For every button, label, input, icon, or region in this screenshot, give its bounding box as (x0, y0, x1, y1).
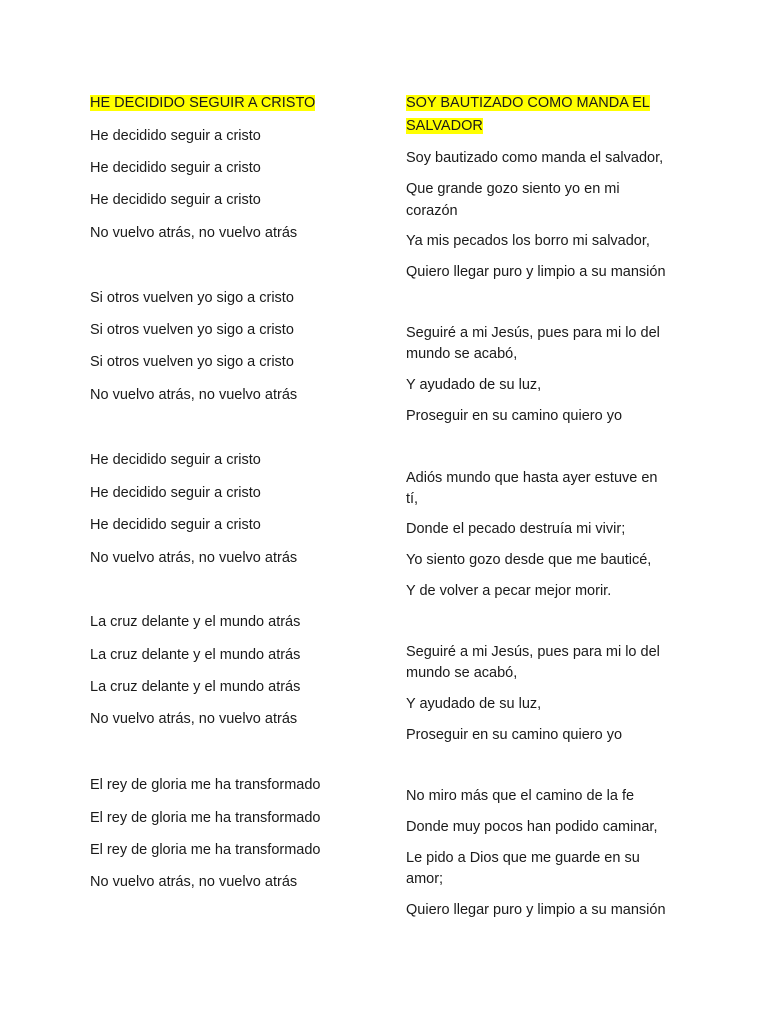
right-lyric-line: Soy bautizado como manda el salvador, (406, 150, 664, 166)
left-lyric-line: No vuelvo atrás, no vuelvo atrás (90, 550, 298, 566)
left-lyric-line: La cruz delante y el mundo atrás (90, 679, 301, 695)
left-lyric-line: No vuelvo atrás, no vuelvo atrás (90, 711, 298, 727)
left-lyric-line: He decidido seguir a cristo (90, 192, 261, 208)
right-lyric-line: Quiero llegar puro y limpio a su mansión (406, 902, 666, 918)
right-lyric-line: Y de volver a pecar mejor morir. (406, 583, 612, 599)
right-lyric-line: Y ayudado de su luz, (406, 377, 542, 393)
right-lyric-line: Que grande gozo siento yo en mi (406, 181, 620, 197)
left-lyric-line: Si otros vuelven yo sigo a cristo (90, 354, 294, 370)
right-lyric-line: corazón (406, 203, 458, 219)
right-lyric-line: Proseguir en su camino quiero yo (406, 408, 623, 424)
left-lyric-line: He decidido seguir a cristo (90, 485, 261, 501)
left-lyric-line: Si otros vuelven yo sigo a cristo (90, 322, 294, 338)
left-lyric-line: He decidido seguir a cristo (90, 128, 261, 144)
right-lyric-line: Proseguir en su camino quiero yo (406, 727, 623, 743)
left-song-title: HE DECIDIDO SEGUIR A CRISTO (90, 95, 316, 111)
left-lyric-line: La cruz delante y el mundo atrás (90, 647, 301, 663)
right-lyric-line: Seguiré a mi Jesús, pues para mi lo del (406, 325, 660, 341)
left-lyric-line: El rey de gloria me ha transformado (90, 810, 321, 826)
right-song-title-line1: SOY BAUTIZADO COMO MANDA EL (406, 95, 650, 111)
right-lyric-line: tí, (406, 491, 419, 507)
left-lyric-line: El rey de gloria me ha transformado (90, 777, 321, 793)
left-lyric-line: He decidido seguir a cristo (90, 452, 261, 468)
left-lyric-line: No vuelvo atrás, no vuelvo atrás (90, 387, 298, 403)
right-lyric-line: Y ayudado de su luz, (406, 696, 542, 712)
left-lyric-line: El rey de gloria me ha transformado (90, 842, 321, 858)
right-lyric-line: mundo se acabó, (406, 346, 518, 362)
right-lyric-line: Le pido a Dios que me guarde en su (406, 850, 640, 866)
left-lyric-line: No vuelvo atrás, no vuelvo atrás (90, 225, 298, 241)
right-lyric-line: Donde el pecado destruía mi vivir; (406, 521, 626, 537)
right-lyric-line: Quiero llegar puro y limpio a su mansión (406, 264, 666, 280)
left-lyric-line: Si otros vuelven yo sigo a cristo (90, 290, 294, 306)
right-lyric-line: No miro más que el camino de la fe (406, 788, 635, 804)
right-lyric-line: Adiós mundo que hasta ayer estuve en (406, 470, 658, 486)
left-lyric-line: La cruz delante y el mundo atrás (90, 614, 301, 630)
right-lyric-line: Ya mis pecados los borro mi salvador, (406, 233, 650, 249)
left-lyric-line: He decidido seguir a cristo (90, 160, 261, 176)
left-lyric-line: He decidido seguir a cristo (90, 517, 261, 533)
right-lyric-line: Donde muy pocos han podido caminar, (406, 819, 658, 835)
right-song-title-line2: SALVADOR (406, 118, 483, 134)
right-lyric-line: mundo se acabó, (406, 665, 518, 681)
right-lyric-line: Seguiré a mi Jesús, pues para mi lo del (406, 644, 660, 660)
right-lyric-line: Yo siento gozo desde que me bauticé, (406, 552, 652, 568)
right-lyric-line: amor; (406, 871, 444, 887)
left-lyric-line: No vuelvo atrás, no vuelvo atrás (90, 874, 298, 890)
